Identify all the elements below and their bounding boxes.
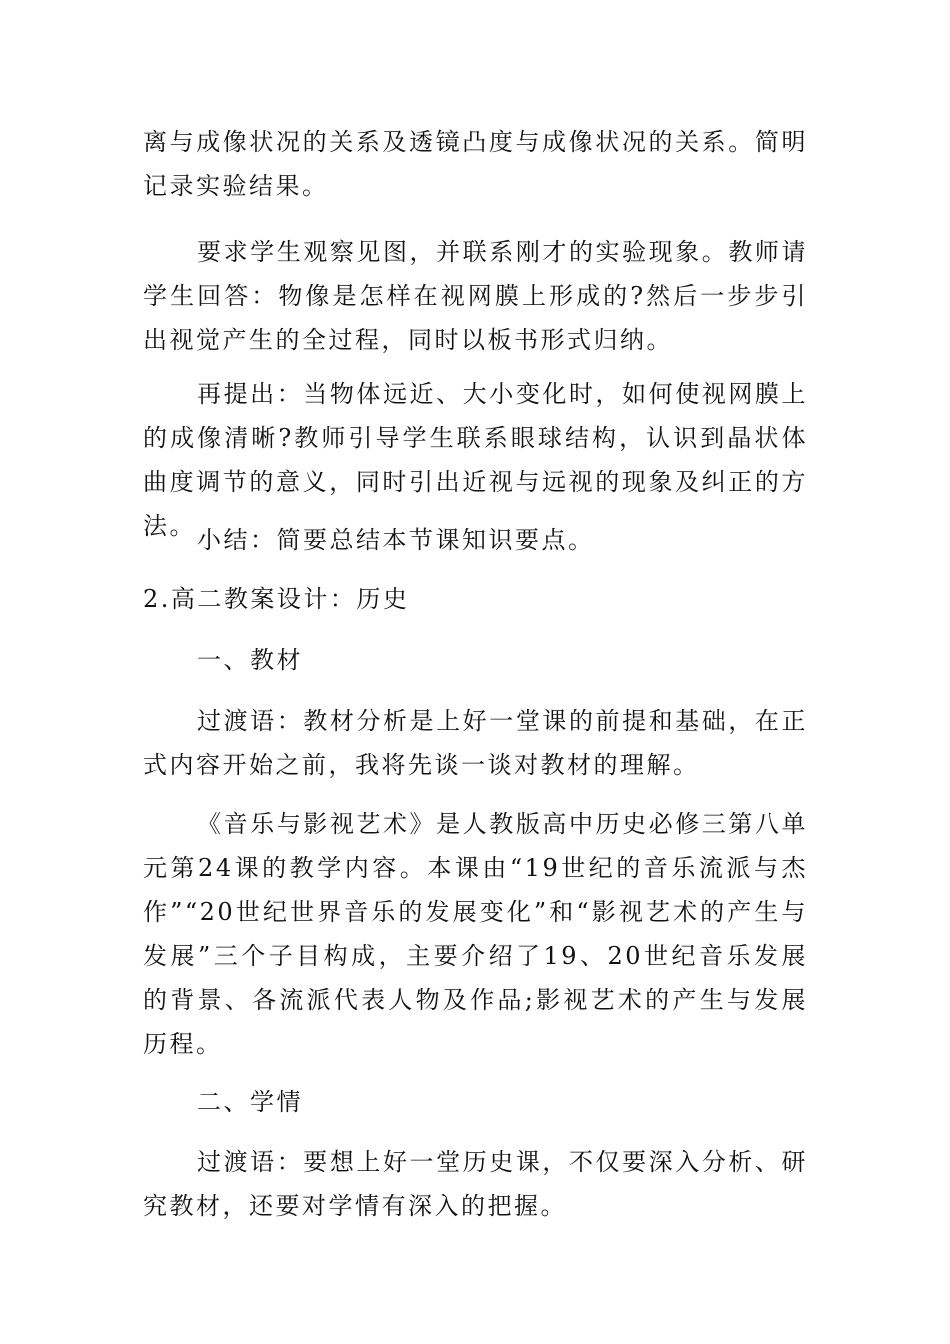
- paragraph-experiment-results: 离与成像状况的关系及透镜凸度与成像状况的关系。简明记录实验结果。: [143, 128, 808, 200]
- paragraph-summary: 小结：简要总结本节课知识要点。: [197, 526, 595, 554]
- section-title-history: 2.高二教案设计：历史: [143, 585, 410, 613]
- paragraph-textbook-transition: 过渡语：教材分析是上好一堂课的前提和基础，在正式内容开始之前，我将先谈一谈对教材的理解。: [143, 707, 808, 779]
- heading-textbook: 一、教材: [197, 646, 303, 674]
- heading-student-situation: 二、学情: [197, 1088, 303, 1116]
- paragraph-textbook-content: 《音乐与影视艺术》是人教版高中历史必修三第八单元第24课的教学内容。本课由“19世纪的音乐流派与杰作”“20世纪世界音乐的发展变化”和“影视艺术的产生与发展”三个子目构成，主要介绍了19、20世纪音乐发展的背景、各流派代表人物及作品;影视艺术的产生与发展历程。: [143, 810, 808, 1058]
- paragraph-student-transition: 过渡语：要想上好一堂历史课，不仅要深入分析、研究教材，还要对学情有深入的把握。: [143, 1148, 808, 1220]
- paragraph-lens-adjustment: 再提出：当物体远近、大小变化时，如何使视网膜上的成像清晰?教师引导学生联系眼球结构，认识到晶状体曲度调节的意义，同时引出近视与远视的现象及纠正的方法。: [143, 380, 808, 540]
- paragraph-retina-imaging: 要求学生观察见图，并联系刚才的实验现象。教师请学生回答：物像是怎样在视网膜上形成的?然后一步步引出视觉产生的全过程，同时以板书形式归纳。: [143, 238, 808, 354]
